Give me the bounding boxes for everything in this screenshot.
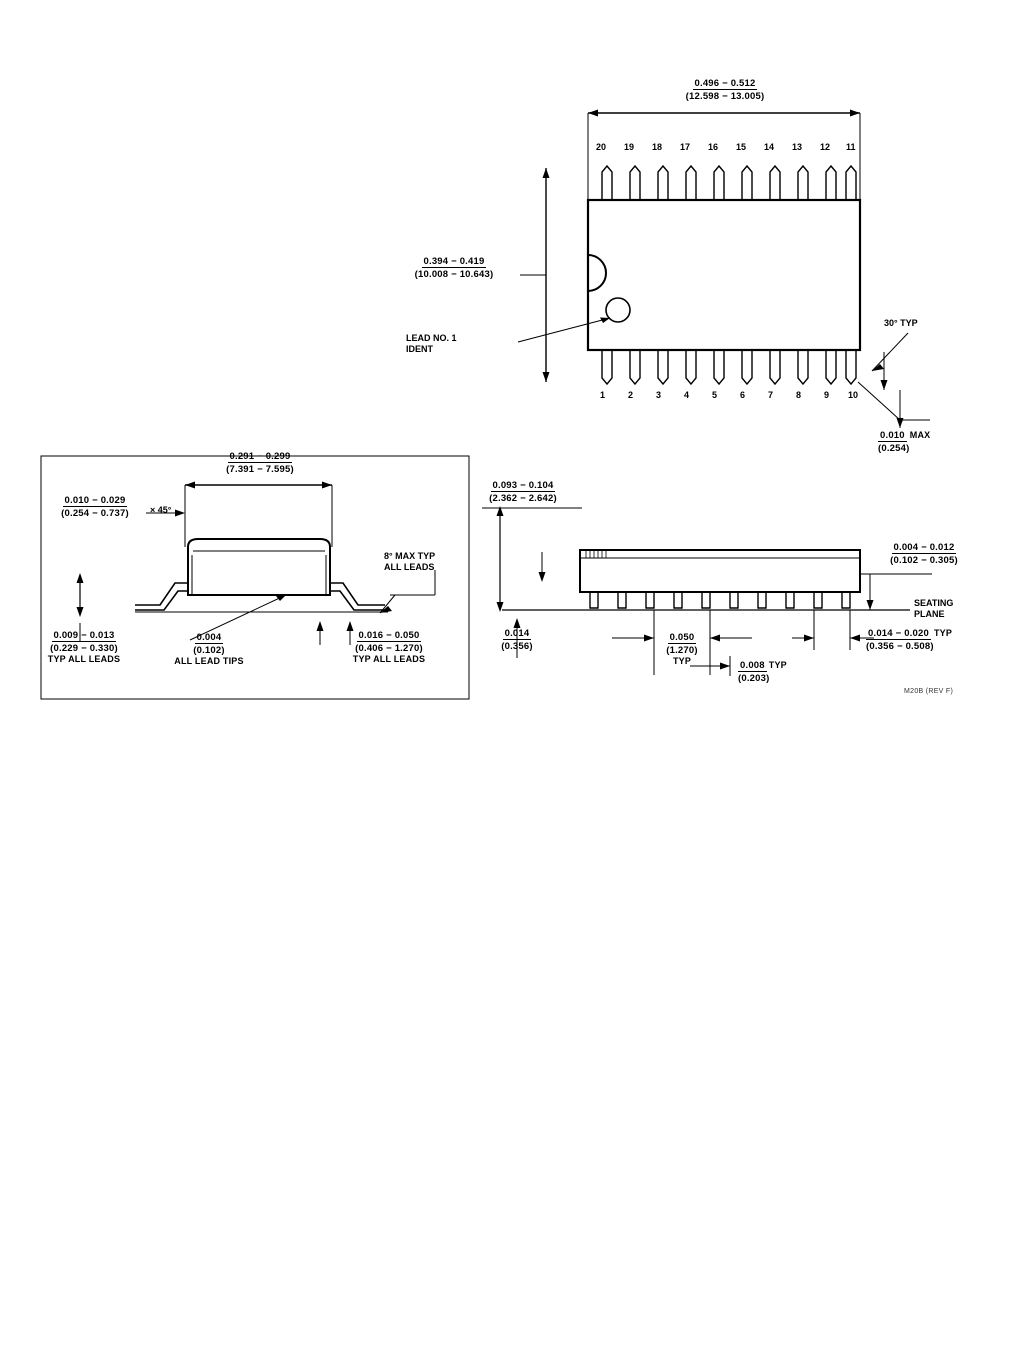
side-left-chamfer-inch: 0.010 − 0.029 [64, 495, 126, 506]
lead-no-1-ident-label [406, 333, 457, 355]
side-left-standoff-mm: (0.229 − 0.330) [50, 643, 118, 654]
top-view-width-dimension [660, 78, 790, 102]
pin-label-2: 2 [628, 390, 634, 400]
side-right-lead-width-mm: (0.356 − 0.508) [866, 641, 934, 652]
side-left-foot-length-mm: (0.406 − 1.270) [355, 643, 423, 654]
package-code-label: M20B (REV F) [904, 688, 954, 695]
top-view-height-inch: 0.394 − 0.419 [423, 256, 485, 267]
top-view-lead-tip-inch: 0.010 [880, 430, 905, 441]
top-view-angle-note: 30° TYP [884, 318, 918, 328]
side-view-right-graphic [462, 470, 982, 710]
side-left-standoff-dimension [38, 630, 130, 665]
side-left-lead-angle-line-1: 8° MAX TYP [384, 551, 436, 561]
side-left-body-width-inch: 0.291 − 0.299 [229, 451, 291, 462]
top-view-lead-tip-suffix: MAX [909, 430, 931, 440]
side-right-pitch-inch: 0.050 [669, 632, 695, 643]
pin-label-9: 9 [824, 390, 830, 400]
side-left-chamfer-mm: (0.254 − 0.737) [61, 508, 129, 519]
pin-label-20: 20 [596, 142, 607, 152]
side-right-standoff-mm: (0.356) [501, 641, 533, 652]
top-view-width-inch: 0.496 − 0.512 [694, 78, 756, 89]
side-left-body-width-mm: (7.391 − 7.595) [226, 464, 294, 475]
side-right-lead-thickness-inch: 0.008 [740, 660, 765, 671]
pin-label-6: 6 [740, 390, 746, 400]
side-right-height-mm: (2.362 − 2.642) [489, 493, 557, 504]
pin-label-12: 12 [820, 142, 831, 152]
side-right-lead-thickness-dimension [738, 660, 814, 684]
side-right-pitch-note: TYP [672, 656, 692, 666]
pin-label-19: 19 [624, 142, 635, 152]
side-view-right [462, 470, 982, 710]
pin-label-11: 11 [846, 142, 856, 152]
side-right-coplanarity-inch: 0.004 − 0.012 [893, 542, 955, 553]
seating-plane-label [914, 598, 953, 620]
lead-ident-line-2: IDENT [406, 344, 433, 354]
side-left-chamfer-angle: × 45° [150, 505, 172, 515]
seating-plane-line-2: PLANE [914, 609, 945, 619]
pin-label-1: 1 [600, 390, 606, 400]
pin-label-3: 3 [656, 390, 662, 400]
side-left-lead-tip-mm: (0.102) [193, 645, 225, 656]
side-right-lead-width-note: TYP [933, 628, 953, 638]
pin-label-15: 15 [736, 142, 747, 152]
side-left-standoff-inch: 0.009 − 0.013 [53, 630, 115, 641]
top-view-height-dimension [388, 256, 520, 280]
top-view-lead-tip-dimension [878, 430, 974, 454]
side-left-chamfer-dimension [44, 495, 146, 519]
pin-label-10: 10 [848, 390, 859, 400]
pin-label-18: 18 [652, 142, 663, 152]
pin-label-7: 7 [768, 390, 774, 400]
side-right-coplanarity-mm: (0.102 − 0.305) [890, 555, 958, 566]
top-view-height-mm: (10.008 − 10.643) [414, 269, 494, 280]
pin-label-4: 4 [684, 390, 690, 400]
side-left-lead-tip-note: ALL LEAD TIPS [174, 656, 244, 666]
side-right-lead-thickness-mm: (0.203) [738, 673, 770, 684]
top-view-graphic [460, 90, 980, 450]
side-left-body-width-dimension [195, 451, 325, 475]
side-right-standoff-dimension [484, 628, 550, 652]
side-left-lead-angle-note [384, 551, 435, 573]
pin-label-16: 16 [708, 142, 719, 152]
side-right-coplanarity-dimension [866, 542, 982, 566]
side-right-height-dimension [468, 480, 578, 504]
side-left-standoff-note: TYP ALL LEADS [47, 654, 121, 664]
side-right-standoff-inch: 0.014 [504, 628, 530, 639]
side-right-lead-thickness-note: TYP [768, 660, 787, 670]
pin-label-14: 14 [764, 142, 775, 152]
pin-label-17: 17 [680, 142, 691, 152]
top-view-lead-tip-mm: (0.254) [878, 443, 910, 454]
pin-label-8: 8 [796, 390, 802, 400]
side-left-foot-length-inch: 0.016 − 0.050 [358, 630, 420, 641]
side-view-left [40, 451, 470, 700]
side-left-lead-angle-line-2: ALL LEADS [384, 562, 435, 572]
top-view-width-mm: (12.598 − 13.005) [685, 91, 765, 102]
side-right-height-inch: 0.093 − 0.104 [492, 480, 554, 491]
side-right-lead-width-dimension [866, 628, 982, 652]
lead-ident-line-1: LEAD NO. 1 [406, 333, 457, 343]
top-view [406, 78, 980, 454]
side-left-lead-tip-dimension [158, 632, 260, 667]
side-left-lead-tip-inch: 0.004 [196, 632, 222, 643]
side-right-lead-width-inch: 0.014 − 0.020 [868, 628, 929, 639]
side-left-foot-length-dimension [330, 630, 448, 665]
side-right-pitch-dimension [646, 632, 718, 667]
side-right-pitch-mm: (1.270) [666, 645, 698, 656]
seating-plane-line-1: SEATING [914, 598, 954, 608]
pin-label-13: 13 [792, 142, 803, 152]
side-left-foot-length-note: TYP ALL LEADS [352, 654, 426, 664]
pin-label-5: 5 [712, 390, 718, 400]
